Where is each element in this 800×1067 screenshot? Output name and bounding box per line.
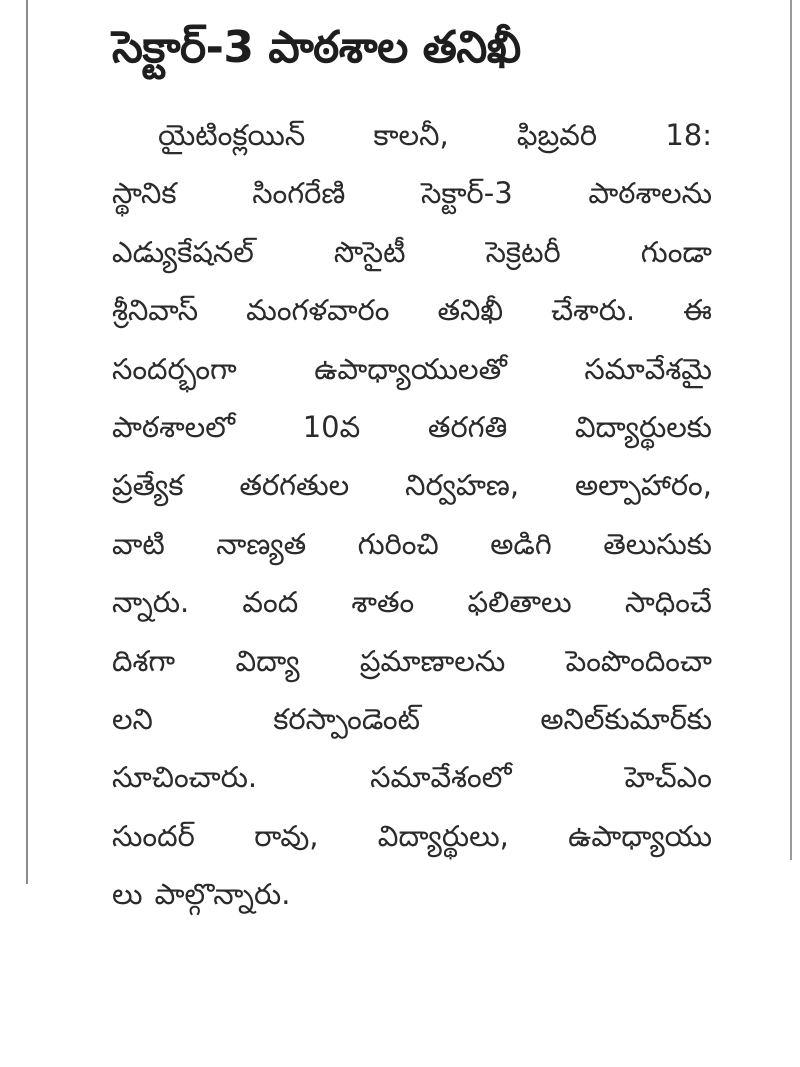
article-word: గుండా	[640, 234, 712, 269]
article-body-line	[112, 573, 712, 631]
article-word: సుందర్	[112, 818, 195, 853]
article-word: ఫలితాలు	[467, 585, 572, 620]
article-word: కరస్పాండెంట్	[273, 701, 420, 736]
article-word: ఫిబ్రవరి	[516, 118, 598, 152]
article-word: నాణ్యత	[216, 526, 307, 561]
article-word: తరగతుల	[239, 468, 350, 503]
article-word: విద్యా	[235, 643, 300, 678]
article-word: అడిగి	[490, 526, 552, 561]
article-word: సమావేశంలో	[370, 760, 512, 795]
article-word: అనిల్‌కుమార్‌కు	[540, 701, 712, 736]
article-word: ప్రమాణాలను	[359, 643, 506, 678]
column-rule-right	[790, 0, 792, 860]
article-word: వంద	[242, 585, 299, 620]
article-word: ఎడ్యుకేషనల్	[112, 234, 254, 269]
article-body-line	[112, 223, 712, 281]
article-word: శాతం	[351, 585, 415, 620]
article-word: తెలుసుకు	[603, 526, 712, 561]
article-word: హెచ్ఎం	[624, 760, 712, 795]
article-body-line	[112, 632, 712, 690]
article-word: న్నారు.	[112, 585, 190, 620]
article-word: ఉపాధ్యాయులతో	[314, 351, 507, 386]
article-body-line	[112, 865, 712, 923]
article-word: గురించి	[357, 526, 439, 561]
article-body-line	[112, 106, 712, 164]
article-word: వాటి	[112, 526, 165, 561]
article-word: సందర్భంగా	[112, 351, 237, 386]
article-word: పాల్గొన్నారు.	[154, 877, 291, 912]
article-word: సింగరేణి	[252, 176, 346, 211]
article-word: నిర్వహణ,	[405, 468, 520, 503]
article-word: దిశగా	[112, 643, 176, 678]
article-body-line	[112, 340, 712, 398]
article-word: సెక్రెటరీ	[485, 234, 561, 269]
article-word: పాఠశాలలో	[112, 409, 236, 444]
article-body-line	[112, 164, 712, 222]
article-word: ఈ	[683, 293, 712, 328]
article-word: సాధించే	[624, 585, 712, 620]
article-word: 10వ	[302, 409, 361, 444]
article-word: తనిఖీ	[437, 293, 504, 328]
article-body-line	[112, 515, 712, 573]
article-word: విద్యార్థులకు	[574, 409, 712, 444]
article-word: పెంపొందించా	[565, 643, 712, 678]
article-word: తరగతి	[427, 409, 508, 444]
article-word: లు	[112, 877, 143, 912]
article-word: అల్పాహారం,	[574, 468, 712, 503]
article-word: సూచించారు.	[112, 760, 258, 795]
article-body	[112, 106, 712, 923]
article-body-line	[112, 281, 712, 339]
article-word: కాలనీ,	[373, 118, 449, 152]
article-word: మంగళవారం	[246, 293, 390, 328]
article-word: లని	[112, 701, 153, 736]
column-rule-left	[26, 0, 28, 884]
article-word: చేశారు.	[551, 293, 636, 328]
article-word: స్థానిక	[112, 176, 177, 211]
article-word: 18:	[665, 118, 712, 152]
article-word: పాఠశాలను	[588, 176, 712, 211]
article-headline: సెక్టార్-3 పాఠశాల తనిఖీ	[112, 22, 521, 73]
article-word: శ్రీనివాస్	[112, 293, 199, 328]
article-body-line	[112, 807, 712, 865]
article-word: సమావేశమై	[584, 351, 712, 386]
article-body-line	[112, 748, 712, 806]
article-word: విద్యార్థులు,	[377, 818, 509, 853]
article-word: యైటింక్లయిన్	[158, 118, 306, 152]
article-body-line	[112, 398, 712, 456]
article-word: ప్రత్యేక	[112, 468, 184, 503]
article-body-line	[112, 690, 712, 748]
article-word: సెక్టార్-3	[421, 176, 513, 211]
article-body-line	[112, 456, 712, 514]
article-word: ఉపాధ్యాయు	[568, 818, 712, 853]
article-word: రావు,	[254, 818, 319, 853]
article-word: సొసైటీ	[333, 234, 406, 269]
